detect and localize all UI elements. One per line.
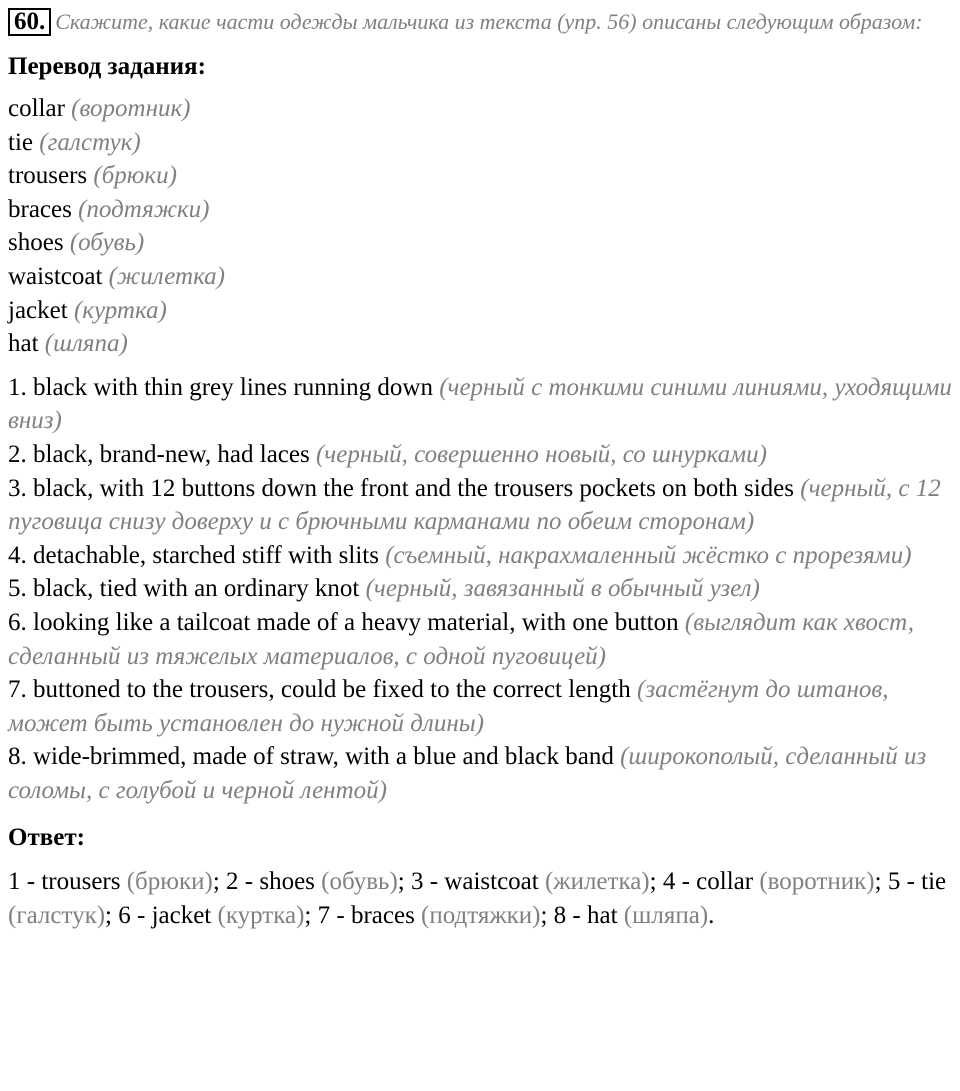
description-text: 8. wide-brimmed, made of straw, with a blue and black band <box>8 743 614 771</box>
description-item <box>8 472 952 539</box>
vocab-item <box>8 126 952 160</box>
description-item <box>8 673 952 740</box>
description-translation: (выглядит как хвост, сделанный из тяжелых материалов, с одной пуговицей) <box>8 608 915 670</box>
description-translation: (застёгнут до штанов, может быть установлен до нужной длины) <box>8 676 889 737</box>
description-translation: (съемный, накрахмаленный жёстко с прорезями) <box>385 541 912 569</box>
answer-lead: 2 - shoes <box>226 868 322 896</box>
vocab-word: jacket <box>8 296 68 324</box>
description-item <box>8 606 952 673</box>
vocab-item <box>8 226 952 260</box>
exercise-header <box>8 8 952 36</box>
vocab-word: trousers <box>8 162 88 190</box>
exercise-instruction: Скажите, какие части одежды мальчика из текста (упр. 56) описаны следующим образом: <box>55 9 923 34</box>
vocab-item <box>8 260 952 294</box>
answer-lead: 6 - jacket <box>118 902 218 930</box>
description-item <box>8 371 952 438</box>
answer-translation: (галстук) <box>8 902 106 930</box>
vocab-word: tie <box>8 128 33 156</box>
answer-translation: (обувь) <box>321 868 398 896</box>
vocab-translation: (воротник) <box>71 95 191 122</box>
vocab-item <box>8 159 952 193</box>
answer-translation: (куртка) <box>217 902 305 930</box>
answer-separator: ; <box>540 902 554 930</box>
description-translation: (черный, завязанный в обычный узел) <box>365 575 760 603</box>
answer-separator: . <box>708 902 715 930</box>
vocab-word: collar <box>8 95 65 122</box>
description-item <box>8 539 952 573</box>
description-text: 3. black, with 12 buttons down the front and the trousers pockets on both sides <box>8 474 794 502</box>
description-item <box>8 572 952 606</box>
vocab-translation: (брюки) <box>93 162 177 190</box>
vocab-item <box>8 294 952 328</box>
vocab-word: shoes <box>8 229 64 257</box>
answer-translation: (подтяжки) <box>421 902 541 930</box>
vocab-word: braces <box>8 195 72 223</box>
answer-separator: ; <box>105 902 119 930</box>
answer-text <box>8 865 952 932</box>
answer-separator: ; <box>212 868 227 896</box>
answer-translation: (воротник) <box>759 868 875 896</box>
vocab-item <box>8 327 952 361</box>
description-translation: (черный, с 12 пуговица снизу доверху и с брючными карманами по обеим сторонам) <box>8 474 941 536</box>
answer-separator: ; <box>874 868 888 896</box>
answer-separator: ; <box>649 868 663 896</box>
answer-separator: ; <box>304 902 318 930</box>
vocab-translation: (жилетка) <box>108 262 225 290</box>
exercise-number: 60. <box>8 8 51 36</box>
answer-translation: (шляпа) <box>623 902 709 930</box>
answer-lead: 4 - collar <box>662 868 760 896</box>
answer-lead: 8 - hat <box>553 902 624 930</box>
vocabulary-list <box>8 92 952 361</box>
answer-lead: 7 - braces <box>317 902 422 930</box>
answer-title: Ответ: <box>8 824 85 852</box>
description-item <box>8 740 952 807</box>
answer-translation: (брюки) <box>126 868 213 896</box>
answer-separator: ; <box>397 868 411 896</box>
answer-lead: 1 - trousers <box>8 868 127 896</box>
description-text: 2. black, brand-new, had laces <box>8 440 310 468</box>
description-translation: (широкополый, сделанный из соломы, с голубой и черной лентой) <box>8 743 927 804</box>
description-translation: (черный с тонкими синими линиями, уходящими вниз) <box>8 373 952 435</box>
vocab-word: hat <box>8 330 39 358</box>
section-title: Перевод задания: <box>8 53 206 80</box>
vocab-translation: (галстук) <box>39 128 141 156</box>
vocab-translation: (подтяжки) <box>78 195 210 223</box>
vocab-item <box>8 92 952 126</box>
description-item <box>8 438 952 472</box>
vocab-translation: (шляпа) <box>44 330 128 358</box>
vocab-item <box>8 193 952 227</box>
vocab-word: waistcoat <box>8 262 103 290</box>
answer-lead: 5 - tie <box>887 868 947 896</box>
description-text: 1. black with thin grey lines running down <box>8 373 433 401</box>
description-text: 6. looking like a tailcoat made of a heavy material, with one button <box>8 608 679 636</box>
description-text: 4. detachable, starched stiff with slits <box>8 541 379 569</box>
vocab-translation: (куртка) <box>73 296 167 324</box>
descriptions-list <box>8 371 952 808</box>
answer-lead: 3 - waistcoat <box>410 868 545 896</box>
vocab-translation: (обувь) <box>69 229 145 257</box>
answer-translation: (жилетка) <box>544 868 650 896</box>
description-text: 5. black, tied with an ordinary knot <box>8 575 360 603</box>
description-translation: (черный, совершенно новый, со шнурками) <box>315 440 767 468</box>
description-text: 7. buttoned to the trousers, could be fixed to the correct length <box>8 676 631 704</box>
